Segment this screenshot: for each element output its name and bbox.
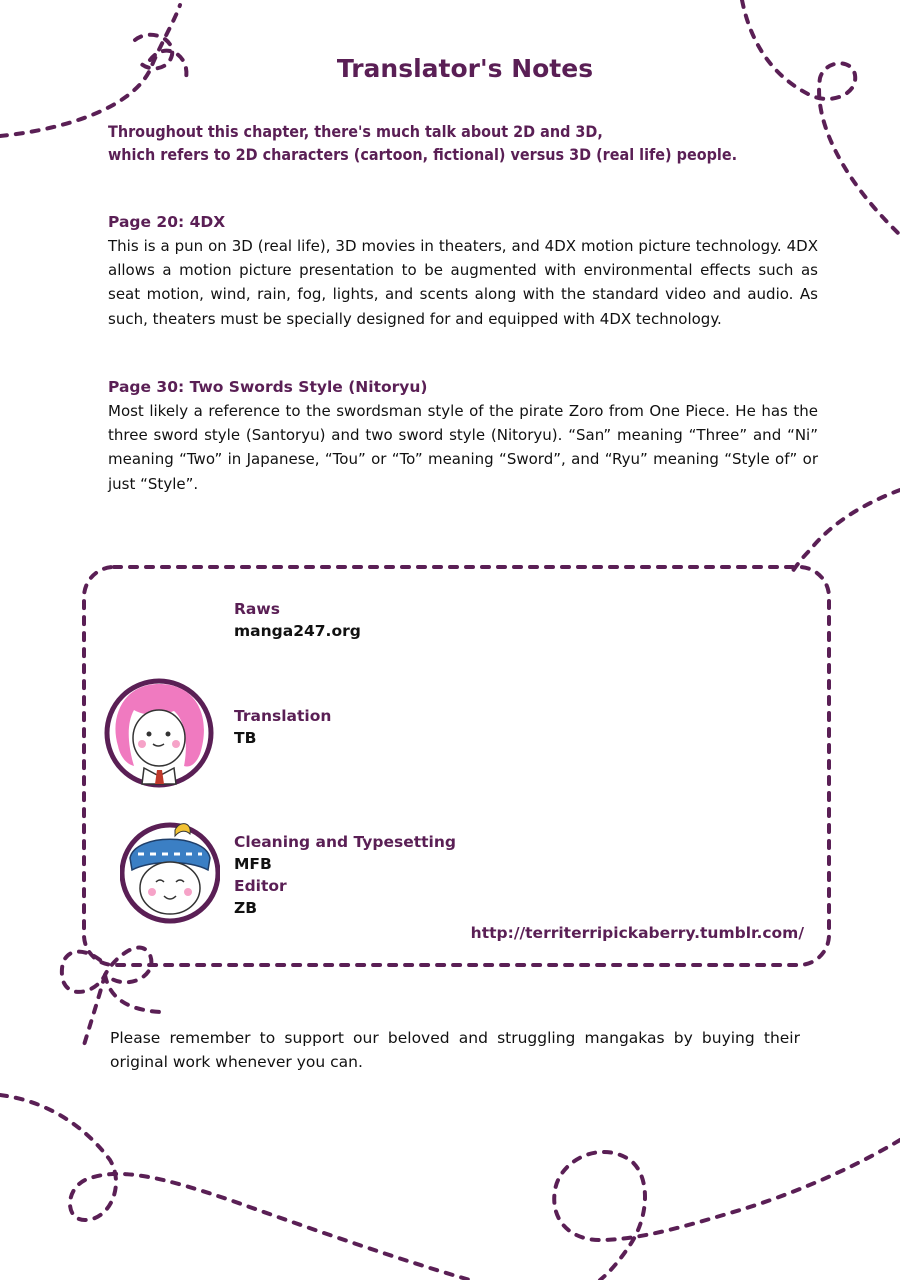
page-title: Translator's Notes xyxy=(336,54,594,83)
support-message: Please remember to support our beloved and struggling mangakas by buying their original work whenever you can. xyxy=(110,1029,800,1071)
note-heading: Page 30: Two Swords Style (Nitoryu) xyxy=(108,378,428,396)
raws-label: Raws xyxy=(234,600,280,618)
cleaning-value: MFB xyxy=(234,855,272,873)
translation-value: TB xyxy=(234,729,257,747)
note-body: Most likely a reference to the swordsman style of the pirate Zoro from One Piece. He has the three sword style (Santoryu) and two sword style (Nitoryu). “San” meaning “Three” and “Ni” meaning “Two” in Japanese, “Tou” or “To” meaning “Sword”, and “Ryu” meaning “Style of” or just “Style”. xyxy=(108,402,818,493)
raws-value: manga247.org xyxy=(234,622,361,640)
credit-raws xyxy=(234,598,361,642)
headband-old-man-avatar-icon xyxy=(120,818,220,928)
note-heading: Page 20: 4DX xyxy=(108,213,226,231)
credit-cleaning-editor xyxy=(234,831,456,919)
pink-haired-girl-avatar-icon xyxy=(104,676,214,791)
cleaning-label: Cleaning and Typesetting xyxy=(234,833,456,851)
credit-translation xyxy=(234,705,331,749)
editor-value: ZB xyxy=(234,899,258,917)
note-body: This is a pun on 3D (real life), 3D movies in theaters, and 4DX motion picture technology. 4DX allows a motion picture presentation to be augmented with environmental effects such as seat motion, wind, rain, fog, lights, and scents along with the standard video and audio. As such, theaters must be specially designed for and equipped with 4DX technology. xyxy=(108,237,818,328)
note-page-30 xyxy=(108,375,818,496)
translation-label: Translation xyxy=(234,707,332,725)
intro-text xyxy=(108,120,808,166)
site-link[interactable]: http://territerripickaberry.tumblr.com/ xyxy=(470,924,804,942)
editor-label: Editor xyxy=(234,877,287,895)
intro-line-2: which refers to 2D characters (cartoon, fictional) versus 3D (real life) people. xyxy=(108,145,738,164)
intro-line-1: Throughout this chapter, there's much talk about 2D and 3D, xyxy=(108,122,603,141)
note-page-20 xyxy=(108,210,818,331)
